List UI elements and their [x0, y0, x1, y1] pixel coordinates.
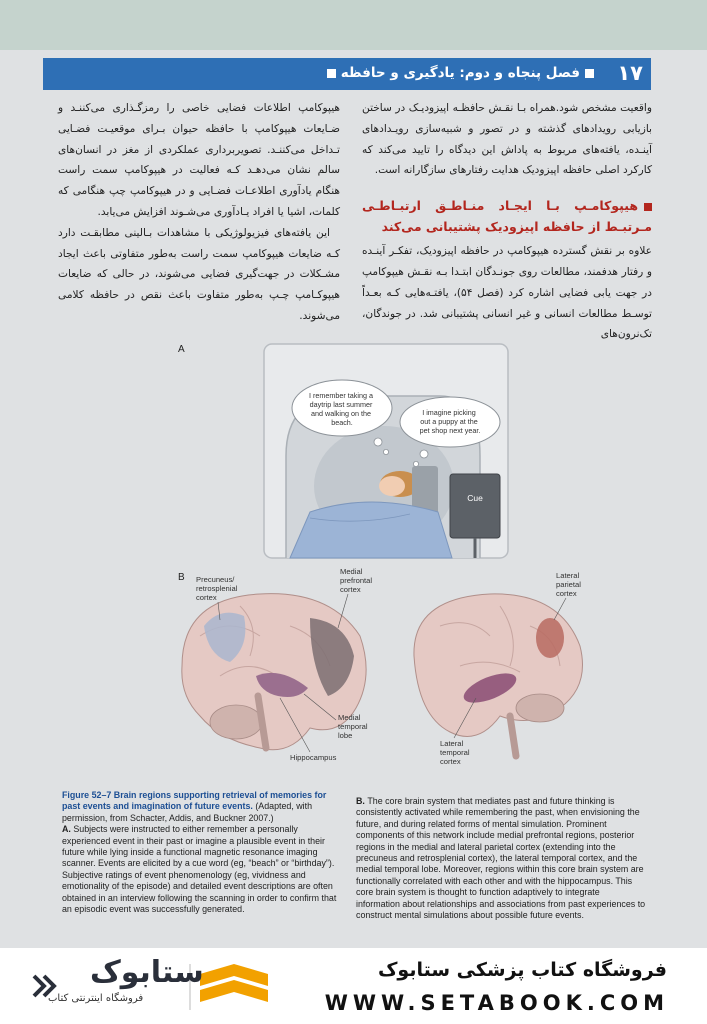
figure-52-7 [160, 336, 660, 786]
bubble-dot [383, 449, 388, 454]
panel-b-label: B [178, 572, 185, 583]
figure-title: Figure 52–7 Brain regions supporting retrieval of memories for past events and imagination of future events. [62, 790, 327, 812]
right-text-column [362, 98, 652, 345]
figure-caption-a [62, 790, 340, 915]
label-medial-temporal-lobe: Medial temporal lobe [338, 713, 368, 740]
paragraph: هیپوکامپ اطلاعات فضایی خاصی را رمزگـذاری می‌کننـد و ضـایعات هیپوکامپ با حافظه حیوان بـرای موقعیـت فضـایی تـداخل می‌کننـد. تصویربرداری عملکردی از مغز در انسان‌های سالم نشان می‌دهـد کـه فعالیت در هیپوکامپ سمت راست هنگام یادآوری اطلاعـات فضـایی و در هیپوکامپ چپ هنگامی که کلمات، اشیا یا افراد یـادآوری می‌شـوند افزایش می‌یابد. [58, 102, 340, 218]
patient-face [379, 476, 405, 496]
chapter-title-wrap [322, 65, 599, 81]
cue-screen [450, 474, 500, 538]
lateral-cerebellum [516, 694, 564, 722]
bubble-dot [420, 450, 428, 458]
bubble-dot [374, 438, 382, 446]
figure-source: (Adapted, with permission, from Schacter, Addis, and Buckner 2007.) [62, 801, 313, 823]
caption-text-b: The core brain system that mediates past and future thinking is consistently activated while remembering the past, when envisioning the future, and during related forms of mental simulation. Prominent components of this network include medial prefrontal regions, posterior regions in the medial and lateral parietal cortex (extending into the precuneus and retrosplenial cortex), the lateral temporal cortex, and the medial temporal lobe. Moreover, regions within this core brain system are functionally correlated with each other and with the hippocampus. This core brain system is thought to function adaptively to integrate information about relationships and associations from past experiences to construct mental simulations about possible future events. [356, 796, 646, 921]
lateral-brainstem [510, 716, 516, 756]
header-square-icon [327, 69, 336, 78]
section-heading-text: هیپوکامـپ بـا ایجـاد منـاطـق ارتبـاطـی مـرتبـط از حافظه اپیزودیک پشتیبانی می‌کند [362, 198, 652, 235]
chapter-header [43, 58, 651, 90]
label-lateral-temporal: Lateral temporal cortex [440, 739, 470, 766]
top-page-edge [0, 0, 707, 50]
cue-word: Cue [467, 493, 483, 503]
caption-lead-a: A. [62, 824, 74, 835]
heading-bullet-icon [644, 203, 652, 211]
label-hippocampus: Hippocampus [290, 753, 337, 762]
caption-lead-b: B. [356, 796, 368, 806]
header-square-icon [585, 69, 594, 78]
logo-book-bottom-icon [200, 980, 268, 1002]
left-text-column [58, 98, 340, 327]
label-medial-prefrontal: Medial prefrontal cortex [340, 567, 373, 594]
panel-a-label: A [178, 344, 185, 355]
section-heading [362, 195, 652, 237]
chapter-title: فصل پنجاه و دوم: یادگیری و حافظه [340, 65, 580, 81]
bubble-future-text: I imagine picking out a puppy at the pet shop next year. [419, 408, 481, 435]
bubble-dot [413, 461, 418, 466]
page-number: ۱۷ [617, 61, 643, 85]
patient-blanket [290, 502, 452, 558]
logo-subtitle: فروشگاه اینترنتی کتاب [48, 993, 144, 1004]
store-name: فروشگاه کتاب پزشکی ستابوک [377, 959, 667, 981]
paragraph: علاوه بر نقش گسترده هیپوکامپ در حافظه اپیزودیک، تفکـر آینـده و رفتار هدفمند، مطالعات روی جونـدگان ابتـدا بـه نقـش هیپوکامپ در جهت یابی فضایی اشاره کرد (فصل ۵۴)، یافتـه‌هایی کـه بعـداً توسـط مطالعات انسانی و غیر انسانی پشتیبانی شد. در جوندگان، تک‌نرون‌های [362, 245, 652, 341]
paragraph: این یافته‌های فیزیولوژیکی با مشاهدات بـالینی مطابقـت دارد کـه ضایعات هیپوکامپ سمت راست به‌طور متفاوتی باعث ایجاد مشـکلات در جهت‌گیری فضایی می‌شوند، در حالی که ضایعات هیپوکـامپ چـپ به‌طور متفاوت باعث نقص در حافظه کلامی می‌شوند. [58, 226, 340, 322]
caption-text-a: Subjects were instructed to either remember a personally experienced event in their past or imagine a plausible event in their future while lying inside a functional magnetic resonance imaging scanner. Events are elicited by a cue word (eg, “beach” or “birthday”). Subjective ratings of event phenomenology (eg, vividness and emotionality of the episode) and detailed event descriptions are often obtained in an interview following the scanning in order to confirm that an episodic event was successfully generated. [62, 824, 337, 915]
lateral-parietal-region [536, 618, 564, 658]
store-url-link[interactable]: WWW.SETABOOK.COM [324, 991, 669, 1015]
paragraph: واقعیت مشخص شود.همراه بـا نقـش حافظـه اپیزودیـک در ساختن بازیابی رویدادهای گذشته و در تصور و شبیه‌سازی رویـدادهای آینـده، یافته‌های مربوط به پاداش این دیدگاه را تایید می‌کند که کارکرد اصلی حافظه اپیزودیک هدایت رفتارهای سازگارانه است. [362, 102, 652, 177]
logo-wordmark: ستابوک [90, 955, 204, 990]
label-precuneus: Precuneus/ retrosplenial cortex [196, 575, 238, 602]
bubble-past-text: I remember taking a daytrip last summer and walking on the beach. [309, 391, 373, 427]
cerebellum [210, 705, 262, 739]
label-lateral-parietal: Lateral parietal cortex [556, 571, 581, 598]
figure-caption-b [356, 796, 646, 921]
